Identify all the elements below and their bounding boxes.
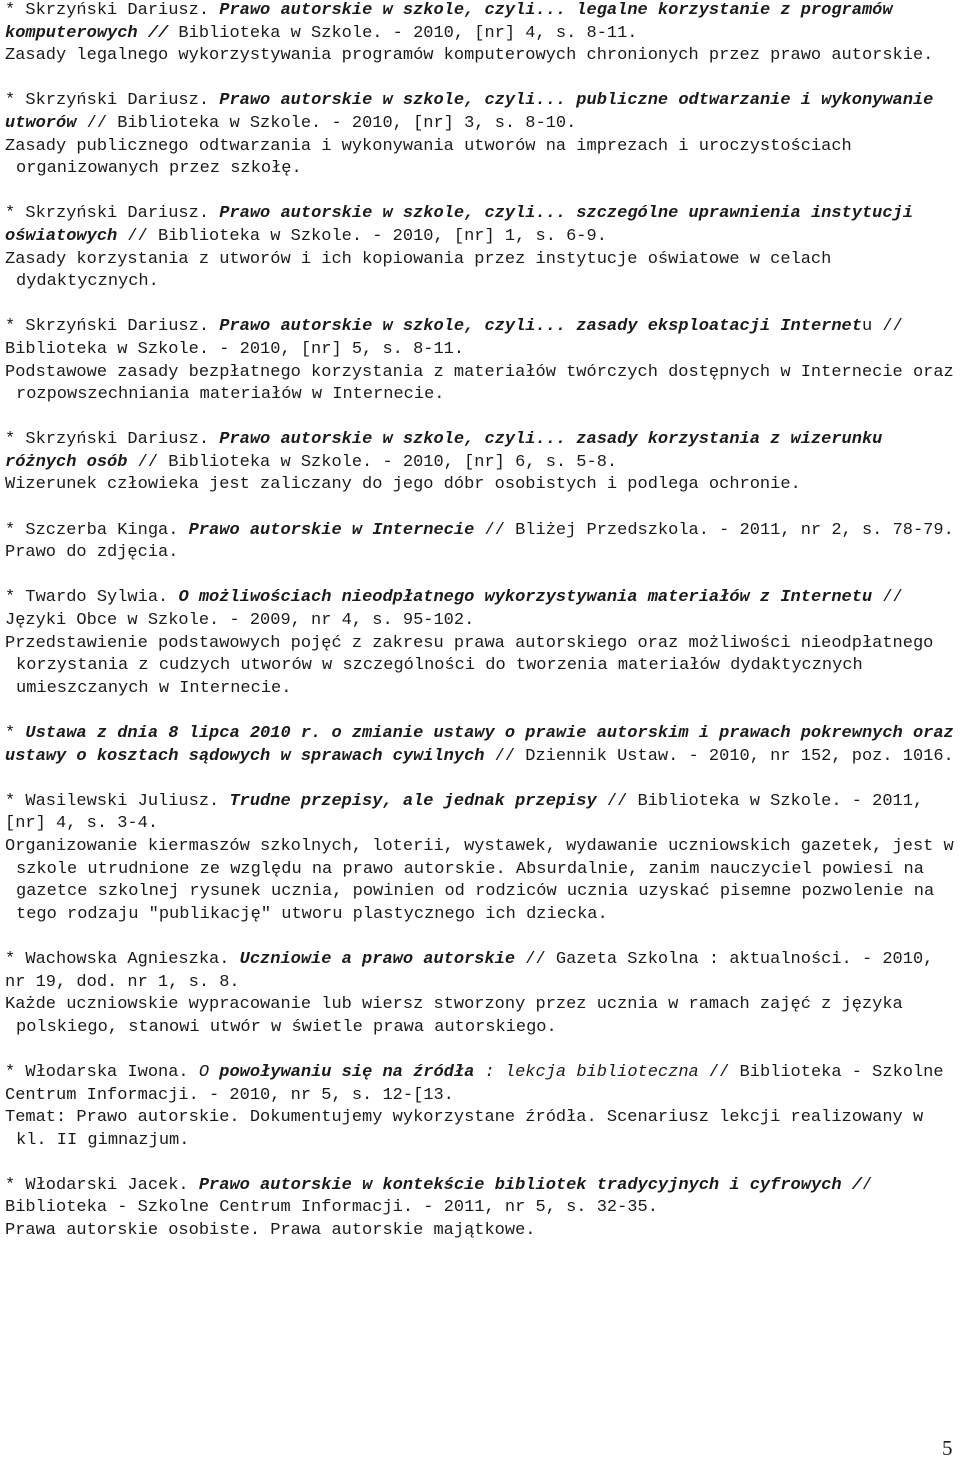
entry-author: * Twardo Sylwia. (5, 588, 179, 608)
bibliography-entry (5, 791, 960, 927)
entry-citation (5, 587, 960, 632)
entry-author: * Skrzyński Dariusz. (5, 317, 220, 337)
entry-source: // Biblioteka w Szkole. - 2010, [nr] 1, s. 6-9. (117, 226, 607, 246)
entry-source: // Języki Obce w Szkole. - 2009, nr 4, s. 95-102. (5, 588, 903, 631)
entry-citation (5, 90, 960, 135)
entry-citation (5, 203, 960, 248)
bibliography-page (5, 0, 960, 1265)
entry-citation (5, 429, 960, 474)
entry-annotation: Wizerunek człowieka jest zaliczany do jego dóbr osobistych i podlega ochronie. (5, 475, 801, 495)
entry-author: * Szczerba Kinga. (5, 520, 189, 540)
entry-annotation: Temat: Prawo autorskie. Dokumentujemy wykorzystane źródła. Scenariusz lekcji realizowany w kl. II gimnazjum. (5, 1108, 924, 1150)
entry-title: Prawo autorskie w szkole, czyli... legalne korzystanie z programów komputerowych // (5, 1, 893, 43)
bibliography-entry (5, 316, 960, 406)
entry-author: * (5, 724, 26, 743)
entry-source: // Biblioteka - Szkolne Centrum Informacji. - 2010, nr 5, s. 12-[13. (5, 1062, 944, 1105)
entry-title: O możliwościach nieodpłatnego wykorzystywania materiałów z Internetu (178, 588, 873, 608)
entry-annotation: Każde uczniowskie wypracowanie lub wiersz stworzony przez ucznia w ramach zajęć z języka polskiego, stanowi utwór w świetle prawa autorskiego. (5, 995, 903, 1037)
entry-citation (5, 0, 960, 45)
bibliography-entry (5, 1175, 960, 1243)
entry-title: Prawo autorskie w kontekście bibliotek tradycyjnych i cyfrowych / (198, 1175, 862, 1195)
entry-citation (5, 1175, 960, 1220)
entry-title: Prawo autorskie w Internecie (188, 520, 475, 540)
entry-source: // Bliżej Przedszkola. - 2011, nr 2, s. 78-79. (474, 520, 954, 540)
entry-title: Prawo autorskie w szkole, czyli... zasady korzystania z wizerunku różnych osób (5, 430, 883, 472)
bibliography-entry (5, 429, 960, 497)
entry-annotation: Zasady korzystania z utworów i ich kopiowania przez instytucje oświatowe w celach dydaktycznych. (5, 249, 832, 292)
entry-author: * Skrzyński Dariusz. (5, 1, 220, 20)
bibliography-entry (5, 520, 960, 565)
entry-author: * Wasilewski Juliusz. (5, 791, 230, 811)
bibliography-entry (5, 1062, 960, 1152)
entry-citation (5, 316, 960, 361)
entry-citation (5, 791, 960, 836)
entry-author: * Włodarska Iwona. (5, 1062, 199, 1082)
entry-source: // Dziennik Ustaw. - 2010, nr 152, poz. 1016. (484, 746, 954, 766)
entry-author: * Skrzyński Dariusz. (5, 204, 220, 224)
entry-citation (5, 1062, 960, 1107)
entry-author: * Skrzyński Dariusz. (5, 430, 220, 450)
entry-author: * Włodarski Jacek. (5, 1175, 199, 1195)
entry-annotation: Prawo do zdjęcia. (5, 543, 179, 563)
bibliography-entry (5, 203, 960, 293)
entry-source: Biblioteka w Szkole. - 2010, [nr] 4, s. 8-11. (168, 23, 638, 43)
entry-title-lead: O (198, 1062, 220, 1082)
entry-title: Prawo autorskie w szkole, czyli... szczególne uprawnienia instytucji oświatowych (5, 204, 913, 246)
entry-citation (5, 520, 960, 543)
entry-annotation: Zasady publicznego odtwarzania i wykonywania utworów na imprezach i uroczystościach organizowanych przez szkołę. (5, 136, 852, 179)
entry-title: Trudne przepisy, ale jednak przepisy (229, 791, 597, 811)
entry-title: Prawo autorskie w szkole, czyli... zasady eksploatacji Internet (219, 317, 862, 337)
entry-source: u // Biblioteka w Szkole. - 2010, [nr] 5, s. 8-11. (5, 317, 903, 359)
bibliography-entry (5, 723, 960, 768)
entry-title: powoływaniu się na źródła (219, 1062, 475, 1082)
bibliography-entry (5, 587, 960, 700)
entry-title: Ustawa z dnia 8 lipca 2010 r. o zmianie ustawy o prawie autorskim i prawach pokrewnych oraz ustawy o kosztach sądowych w sprawach cywilnych (5, 724, 954, 766)
entry-source: // Biblioteka w Szkole. - 2010, [nr] 3, s. 8-10. (76, 113, 577, 133)
bibliography-entry (5, 949, 960, 1039)
entry-annotation: Podstawowe zasady bezpłatnego korzystania z materiałów twórczych dostępnych w Internecie oraz rozpowszechniania materiałów w Internecie. (5, 362, 954, 405)
entry-source: // Gazeta Szkolna : aktualności. - 2010, nr 19, dod. nr 1, s. 8. (5, 949, 934, 992)
entry-annotation: Organizowanie kiermaszów szkolnych, loterii, wystawek, wydawanie uczniowskich gazetek, jest w szkole utrudnione ze względu na prawo autorskie. Absurdalnie, zanim nauczyciel powiesi na gazetce szkolnej rysunek ucznia, powinien od rodziców ucznia uzyskać pisemne pozwolenie na tego rodzaju "publikację" utworu plastycznego ich dziecka. (5, 836, 954, 924)
entry-title: Prawo autorskie w szkole, czyli... publiczne odtwarzanie i wykonywanie utworów (5, 91, 934, 133)
entry-title: Uczniowie a prawo autorskie (239, 949, 516, 969)
entry-annotation: Prawa autorskie osobiste. Prawa autorskie majątkowe. (5, 1221, 536, 1241)
entry-annotation: Przedstawienie podstawowych pojęć z zakresu prawa autorskiego oraz możliwości nieodpłatnego korzystania z cudzych utworów w szczególności do tworzenia materiałów dydaktycznych umieszczanych w Internecie. (5, 633, 934, 698)
bibliography-entry (5, 90, 960, 180)
bibliography-entry (5, 0, 960, 68)
entry-citation (5, 723, 960, 768)
entry-annotation: Zasady legalnego wykorzystywania programów komputerowych chronionych przez prawo autorskie. (5, 46, 934, 66)
page-number: 5 (942, 1436, 953, 1460)
entry-source: // Biblioteka w Szkole. - 2010, [nr] 6, s. 5-8. (127, 452, 618, 472)
entry-author: * Wachowska Agnieszka. (5, 949, 240, 969)
entry-author: * Skrzyński Dariusz. (5, 91, 220, 111)
entry-title-tail: : lekcja biblioteczna (474, 1062, 699, 1082)
entry-citation (5, 949, 960, 994)
entry-source: / Biblioteka - Szkolne Centrum Informacji. - 2011, nr 5, s. 32-35. (5, 1175, 873, 1218)
entry-source: // Biblioteka w Szkole. - 2011, [nr] 4, s. 3-4. (5, 791, 924, 834)
